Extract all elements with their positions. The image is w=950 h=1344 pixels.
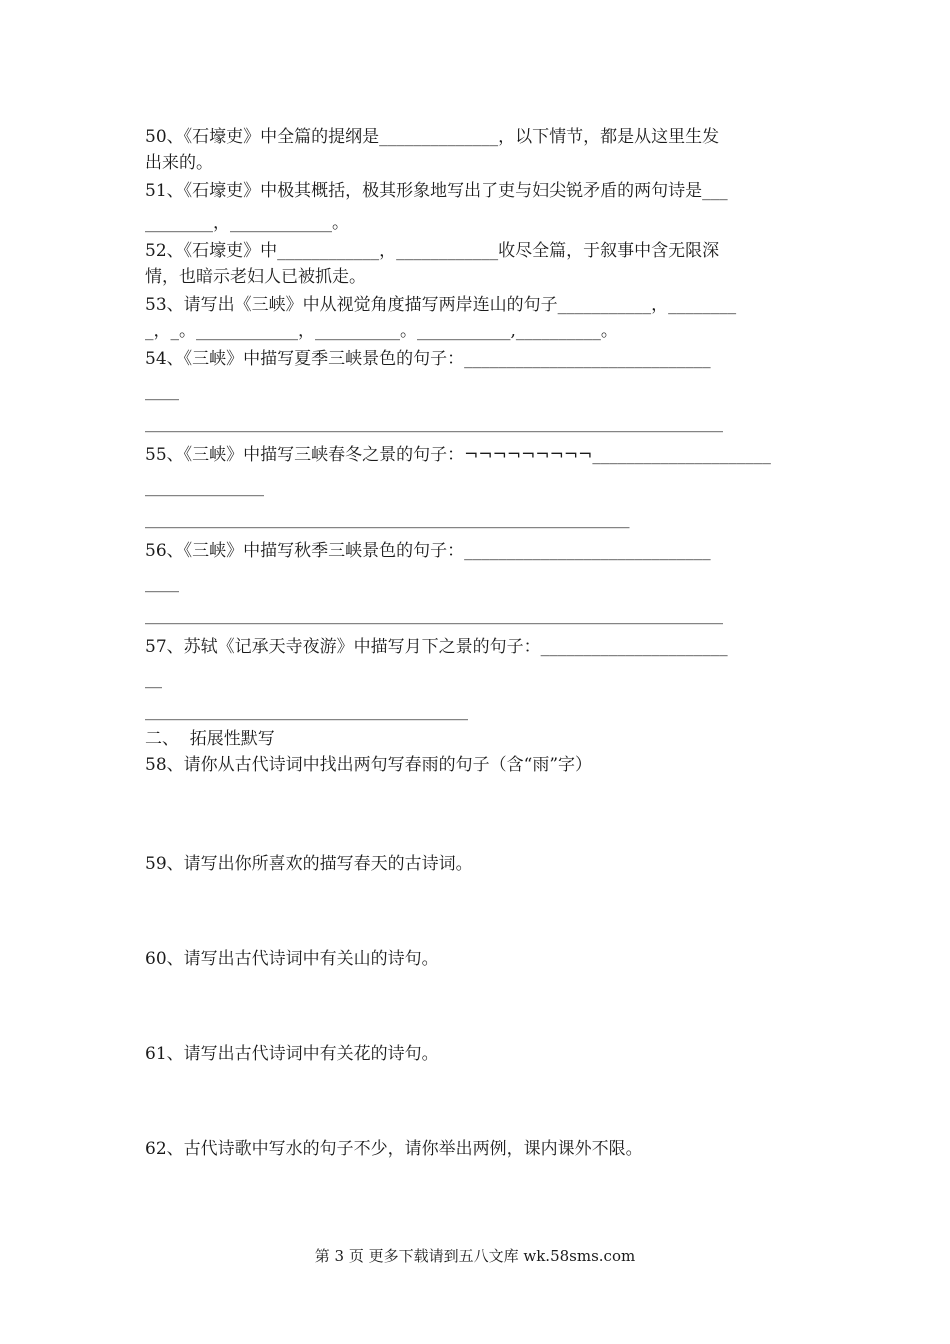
question-62: 62、古代诗歌中写水的句子不少，请你举出两例，课内课外不限。: [145, 1139, 643, 1159]
question-56-line-2: ____: [145, 573, 179, 593]
question-56: [145, 538, 807, 628]
question-52-line-2: 情，也暗示老妇人已被抓走。: [145, 267, 366, 287]
question-57-line-3: ______________________________________: [145, 701, 468, 721]
question-61: 61、请写出古代诗词中有关花的诗句。: [145, 1044, 439, 1064]
question-51-line-1: 51、《石壕吏》中极其概括，极其形象地写出了吏与妇尖锐矛盾的两句诗是___: [145, 181, 728, 201]
question-57-line-2: __: [145, 669, 162, 689]
question-53: [145, 292, 807, 344]
question-57-line-1: 57、苏轼《记承天寺夜游》中描写月下之景的句子：______________________: [145, 637, 728, 657]
question-55-line-3: _________________________________________________________: [145, 509, 630, 529]
question-52: [145, 238, 807, 290]
question-58: 58、请你从古代诗词中找出两句写春雨的句子（含“雨”字）: [145, 755, 593, 775]
section-heading: 二、 拓展性默写: [145, 729, 275, 749]
question-50-line-2: 出来的。: [145, 153, 213, 173]
question-55: [145, 442, 807, 532]
question-53-line-1: 53、请写出《三峡》中从视觉角度描写两岸连山的句子___________，________: [145, 295, 737, 315]
question-50-line-1: 50、《石壕吏》中全篇的提纲是______________，以下情节，都是从这里生发: [145, 127, 720, 147]
question-51-line-2: ________，____________。: [145, 213, 349, 233]
question-55-line-1: 55、《三峡》中描写三峡春冬之景的句子：¬¬¬¬¬¬¬¬¬_____________________: [145, 445, 771, 465]
answer-space: [145, 972, 807, 1041]
question-51: [145, 178, 807, 236]
question-54-line-1: 54、《三峡》中描写夏季三峡景色的句子：_____________________________: [145, 349, 711, 369]
question-54-line-2: ____: [145, 381, 179, 401]
answer-space: [145, 877, 807, 946]
answer-space: [145, 778, 807, 851]
question-56-line-3: ____________________________________________________________________: [145, 605, 723, 625]
document-body: [145, 124, 807, 1162]
answer-space: [145, 1067, 807, 1136]
question-56-line-1: 56、《三峡》中描写秋季三峡景色的句子：_____________________________: [145, 541, 711, 561]
question-50: [145, 124, 807, 176]
question-52-line-1: 52、《石壕吏》中____________，____________收尽全篇，于叙事中含无限深: [145, 241, 720, 261]
page-footer: 第 3 页 更多下载请到五八文库 wk.58sms.com: [314, 1247, 636, 1265]
question-55-line-2: ______________: [145, 477, 264, 497]
question-54-line-3: ____________________________________________________________________: [145, 413, 723, 433]
question-60: 60、请写出古代诗词中有关山的诗句。: [145, 949, 439, 969]
question-54: [145, 346, 807, 436]
question-53-line-2: _，_。____________，__________。___________,__________。: [145, 321, 618, 341]
question-59: 59、请写出你所喜欢的描写春天的古诗词。: [145, 854, 473, 874]
question-57: [145, 634, 807, 724]
